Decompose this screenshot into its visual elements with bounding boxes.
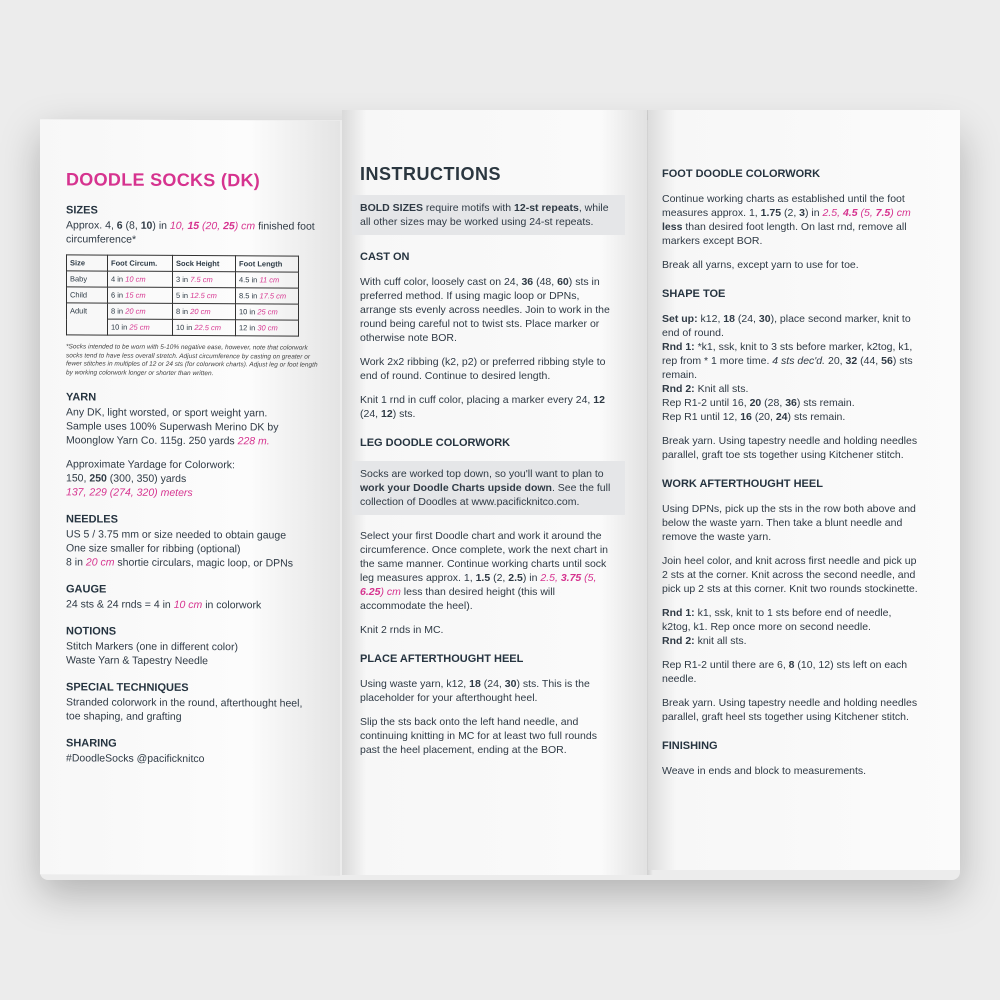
- table-cell: Adult: [67, 303, 108, 335]
- heel-repeat-paragraph: Rep R1-2 until there are 6, 8 (10, 12) sts left on each needle.: [662, 659, 908, 685]
- notions-line: Waste Yarn & Tapestry Needle: [66, 654, 209, 668]
- table-header: Foot Length: [236, 256, 299, 272]
- waste-yarn-paragraph: Using waste yarn, k12, 18 (24, 30) sts. This is the placeholder for your afterthought heel.: [360, 678, 590, 704]
- finishing-paragraph: Weave in ends and block to measurements.: [662, 765, 867, 777]
- needles-line: US 5 / 3.75 mm or size needed to obtain gauge: [66, 528, 287, 542]
- toe-repeat: Rep R1 until 12, 16 (20, 24) sts remain.: [662, 411, 846, 423]
- table-row: [67, 287, 299, 304]
- size-table: [66, 254, 299, 336]
- yardage-label: Approximate Yardage for Colorwork:: [66, 458, 235, 472]
- foot-paragraph: Continue working charts as established until the foot measures approx. 1, 1.75 (2, 3) in 2.5, 4.5 (5, 7.5) cm less than desired foot length. On last rnd, remove all markers except BOR.: [662, 193, 911, 247]
- break-yarns-paragraph: Break all yarns, except yarn to use for toe.: [662, 259, 859, 271]
- knit-mc-paragraph: Knit 2 rnds in MC.: [360, 624, 444, 636]
- toe-round-1: Rnd 1: *k1, ssk, knit to 3 sts before marker, k2tog, k1, rep from * 1 more time. 4 sts dec'd. 20, 32 (44, 56) sts remain.: [662, 341, 913, 381]
- table-cell: 10 in 25 cm: [236, 304, 299, 320]
- right-page: [648, 110, 960, 870]
- notions-line: Stitch Markers (one in different color): [66, 640, 238, 654]
- sizes-text: Approx. 4, 6 (8, 10) in 10, 15 (20, 25) cm finished foot circumference*: [66, 219, 315, 246]
- toe-repeat: Rep R1-2 until 16, 20 (28, 36) sts remain.: [662, 397, 855, 409]
- table-cell: 4 in 10 cm: [108, 271, 173, 287]
- sizing-note: *Socks intended to be worn with 5-10% negative ease, however, note that colorwork socks tend to have less overall stretch. Adjust circumference by casting on greater or fewer stitches in multiples of 12 or 24 sts (for colorwork charts). Adjust leg or foot length by working colorwork longer or shorter than written.: [66, 343, 318, 377]
- table-cell: 5 in 12.5 cm: [173, 287, 236, 303]
- left-page: [40, 119, 340, 876]
- table-header-row: [67, 255, 299, 272]
- needles-heading: NEEDLES: [66, 513, 118, 526]
- table-cell: 8.5 in 17.5 cm: [236, 288, 299, 304]
- sharing-heading: SHARING: [66, 737, 117, 750]
- table-cell: Baby: [67, 271, 108, 287]
- table-cell: 12 in 30 cm: [236, 320, 299, 336]
- afterthought-heel-heading: PLACE AFTERTHOUGHT HEEL: [360, 653, 524, 665]
- toe-round-2: Rnd 2: Knit all sts.: [662, 383, 749, 395]
- table-cell: 6 in 15 cm: [108, 287, 173, 303]
- heel-round-1: Rnd 1: k1, ssk, knit to 1 sts before end of needle, k2tog, k1. Rep once more on second needle.: [662, 607, 892, 633]
- sharing-hashtag: #DoodleSocks @pacificknitco: [66, 752, 205, 766]
- table-cell: 10 in 25 cm: [108, 319, 173, 335]
- marker-paragraph: Knit 1 rnd in cuff color, placing a marker every 24, 12 (24, 12) sts.: [360, 394, 605, 420]
- gauge-text: 24 sts & 24 rnds = 4 in 10 cm in colorwork: [66, 598, 262, 612]
- table-header: Sock Height: [173, 255, 236, 271]
- ribbing-paragraph: Work 2x2 ribbing (k2, p2) or preferred ribbing style to end of round. Continue to desired length.: [360, 356, 606, 382]
- table-row: [67, 271, 299, 288]
- needles-line: 8 in 20 cm shortie circulars, magic loop, or DPNs: [66, 556, 294, 570]
- table-header: Foot Circum.: [108, 255, 173, 271]
- table-cell: 8 in 20 cm: [173, 303, 236, 319]
- pick-up-paragraph: Using DPNs, pick up the sts in the row both above and below the waste yarn. Then take a blunt needle and remove the waste yarn.: [662, 503, 916, 543]
- table-cell: 3 in 7.5 cm: [173, 271, 236, 287]
- instructions-title: INSTRUCTIONS: [360, 164, 501, 184]
- foot-colorwork-heading: FOOT DOODLE COLORWORK: [662, 168, 821, 180]
- leg-paragraph: Select your first Doodle chart and work it around the circumference. Once complete, work the next chart in the same manner. Continue working charts until sock leg measures approx. 1, 1.5 (2, 2.5) in 2.5, 3.75 (5, 6.25) cm less than desired height (this will accommodate the heel).: [360, 530, 609, 612]
- slip-sts-paragraph: Slip the sts back onto the left hand needle, and continuing knitting in MC for at least two full rounds past the heel placement, ending at the BOR.: [360, 716, 597, 756]
- yarn-sample: Sample uses 100% Superwash Merino DK by Moonglow Yarn Co. 115g. 250 yards 228 m.: [66, 420, 279, 448]
- graft-heel-paragraph: Break yarn. Using tapestry needle and holding needles parallel, graft heel sts together using Kitchener stitch.: [662, 697, 918, 723]
- sizes-heading: SIZES: [66, 204, 98, 217]
- table-header: Size: [67, 255, 108, 271]
- gauge-heading: GAUGE: [66, 583, 107, 596]
- table-cell: 8 in 20 cm: [108, 303, 173, 319]
- table-row: [67, 303, 299, 320]
- pattern-title: DOODLE SOCKS (DK): [66, 169, 261, 191]
- needles-line: One size smaller for ribbing (optional): [66, 542, 241, 556]
- join-heel-paragraph: Join heel color, and knit across first needle and pick up 2 sts at the corner. Knit across the second needle, and pick up 2 sts at this corner. Knit two rounds stockinette.: [662, 555, 918, 595]
- table-cell: Child: [67, 287, 108, 303]
- table-cell: 10 in 22.5 cm: [173, 319, 236, 335]
- toe-setup: Set up: k12, 18 (24, 30), place second marker, knit to end of round.: [662, 313, 911, 339]
- leg-colorwork-heading: LEG DOODLE COLORWORK: [360, 437, 511, 449]
- special-techniques-heading: SPECIAL TECHNIQUES: [66, 681, 189, 694]
- table-cell: 4.5 in 11 cm: [236, 272, 299, 288]
- notions-heading: NOTIONS: [66, 625, 117, 638]
- finishing-heading: FINISHING: [662, 740, 718, 752]
- upside-down-callout: Socks are worked top down, so you'll want to plan to work your Doodle Charts upside down. See the full collection of Doodles at www.pacificknitco.com.: [352, 461, 625, 515]
- cast-on-paragraph: With cuff color, loosely cast on 24, 36 (48, 60) sts in preferred method. If using magic loop or DPNs, arrange sts evenly across needles. Join to work in the round being careful not to twist sts. Place marker or otherwise note BOR.: [360, 276, 610, 344]
- yardage-meters: 137, 229 (274, 320) meters: [66, 486, 193, 500]
- yardage-yards: 150, 250 (300, 350) yards: [66, 472, 187, 485]
- shape-toe-heading: SHAPE TOE: [662, 288, 726, 300]
- bold-sizes-callout: BOLD SIZES require motifs with 12-st repeats, while all other sizes may be worked using 24-st repeats.: [352, 195, 625, 235]
- cast-on-heading: CAST ON: [360, 251, 410, 263]
- middle-page: [342, 110, 647, 875]
- heel-round-2: Rnd 2: knit all sts.: [662, 635, 747, 647]
- special-techniques-text: Stranded colorwork in the round, afterthought heel, toe shaping, and grafting: [66, 696, 303, 723]
- work-heel-heading: WORK AFTERTHOUGHT HEEL: [662, 478, 823, 490]
- graft-toe-paragraph: Break yarn. Using tapestry needle and holding needles parallel, graft toe sts together using Kitchener stitch.: [662, 435, 918, 461]
- yarn-line: Any DK, light worsted, or sport weight yarn.: [66, 406, 268, 420]
- yarn-heading: YARN: [66, 391, 97, 404]
